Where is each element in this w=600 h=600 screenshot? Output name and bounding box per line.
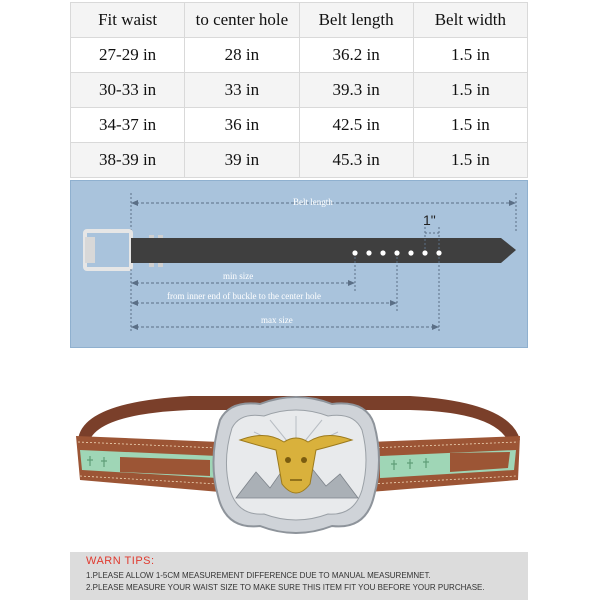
belt-length-label: Belt length xyxy=(293,197,333,207)
center-hole-label: from inner end of buckle to the center hole xyxy=(167,291,321,301)
warn-tip-line: 1.PLEASE ALLOW 1-5CM MEASUREMENT DIFFERENCE DUE TO MANUAL MEASUREMNET. xyxy=(86,571,431,580)
cell-center-hole: 28 in xyxy=(185,38,299,73)
table-header-row xyxy=(71,3,528,38)
header-belt-width: Belt width xyxy=(413,3,527,38)
max-size-label: max size xyxy=(261,315,293,325)
cell-center-hole: 36 in xyxy=(185,108,299,143)
table-row xyxy=(71,38,528,73)
cell-belt-width: 1.5 in xyxy=(413,73,527,108)
warn-tip-line: 2.PLEASE MEASURE YOUR WAIST SIZE TO MAKE SURE THIS ITEM FIT YOU BEFORE YOUR PURCHASE. xyxy=(86,583,485,592)
belt-product-photo xyxy=(70,380,528,550)
cell-belt-width: 1.5 in xyxy=(413,108,527,143)
hole-spacing-label: 1" xyxy=(423,212,436,228)
cell-fit-waist: 27-29 in xyxy=(71,38,185,73)
table-row xyxy=(71,108,528,143)
cell-belt-length: 36.2 in xyxy=(299,38,413,73)
cell-center-hole: 39 in xyxy=(185,143,299,178)
size-chart-table xyxy=(70,2,528,178)
belt-strap xyxy=(131,238,516,263)
cell-fit-waist: 30-33 in xyxy=(71,73,185,108)
cell-belt-length: 42.5 in xyxy=(299,108,413,143)
warn-tips-panel xyxy=(70,552,528,600)
warn-tips-title: WARN TIPS: xyxy=(86,555,155,567)
cell-fit-waist: 34-37 in xyxy=(71,108,185,143)
cell-belt-width: 1.5 in xyxy=(413,38,527,73)
cell-belt-width: 1.5 in xyxy=(413,143,527,178)
table-row xyxy=(71,143,528,178)
belt-measurement-diagram xyxy=(70,180,528,348)
header-fit-waist: Fit waist xyxy=(71,3,185,38)
cell-belt-length: 45.3 in xyxy=(299,143,413,178)
min-size-label: min size xyxy=(223,271,254,281)
header-belt-length: Belt length xyxy=(299,3,413,38)
header-center-hole: to center hole xyxy=(185,3,299,38)
cell-fit-waist: 38-39 in xyxy=(71,143,185,178)
cell-belt-length: 39.3 in xyxy=(299,73,413,108)
table-row xyxy=(71,73,528,108)
cell-center-hole: 33 in xyxy=(185,73,299,108)
